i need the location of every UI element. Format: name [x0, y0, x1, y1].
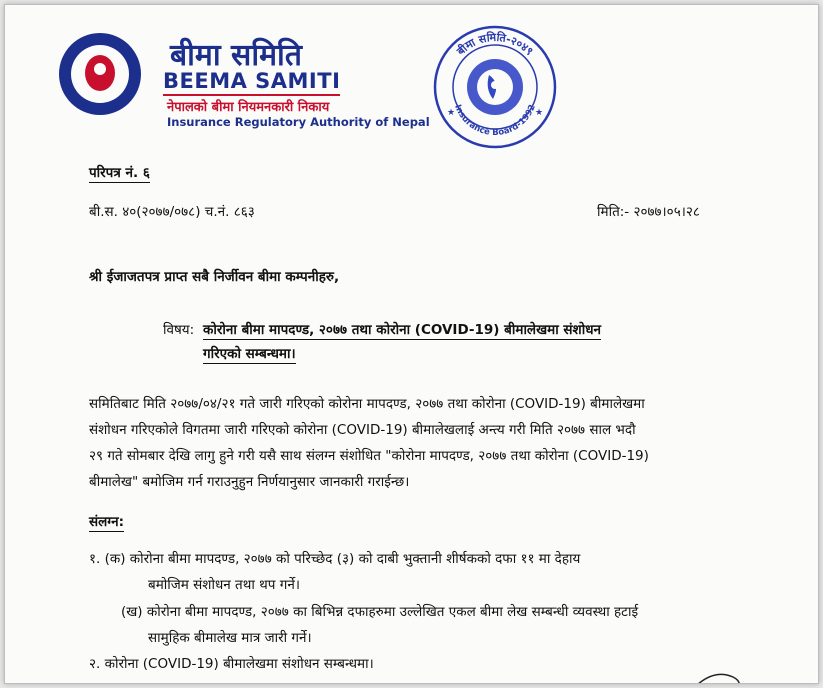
list-item-1b-line2: सामुहिक बीमालेख मात्र जारी गर्ने। [148, 630, 312, 646]
list-item-1b-line1: (ख) कोरोना बीमा मापदण्ड, २०७७ का बिभिन्न दफाहरुमा उल्लेखित एकल बीमा लेख सम्बन्धी व्यवस्था हटाई [121, 604, 639, 620]
org-name-underline [163, 94, 340, 96]
body-line: २९ गते सोमबार देखि लागु हुने गरी यसै साथ संलग्न संशोधित "कोरोना मापदण्ड, २०७७ तथा कोरोना (COVID-19) [89, 448, 649, 464]
beema-samiti-logo [59, 33, 141, 115]
document-page [4, 4, 819, 684]
subject-line-2: गरिएको सम्बन्धमा। [203, 346, 296, 362]
org-name-english [163, 69, 340, 93]
attachment-heading: संलग्न: [89, 514, 124, 530]
svg-text:Insurance Board-1992: Insurance Board-1992 [452, 103, 538, 139]
org-name-english-text: BEEMA SAMITI [163, 69, 341, 93]
logo-center-dot [94, 63, 106, 75]
circular-number: परिपत्र नं. ६ [89, 165, 150, 181]
official-seal-stamp [431, 23, 559, 151]
subject-line-1: कोरोना बीमा मापदण्ड, २०७७ तथा कोरोना (COVID-19) बीमालेखमा संशोधन [203, 322, 601, 338]
tagline-english: Insurance Regulatory Authority of Nepal [167, 115, 430, 129]
svg-text:★: ★ [535, 108, 544, 118]
svg-text:★: ★ [447, 108, 456, 118]
body-line: समितिबाट मिति २०७७/०४/२१ गते जारी गरिएको कोरोना मापदण्ड, २०७७ तथा कोरोना (COVID-19) बीमालेखमा [89, 396, 645, 412]
body-line: संशोधन गरिएकोले विगतमा जारी गरिएको कोरोना (COVID-19) बीमालेखलाई अन्त्य गरी मिति २०७७ साल भदौ [89, 422, 636, 438]
svg-text:बीमा समिति-२०४९: बीमा समिति-२०४९ [454, 30, 536, 58]
subject-label: विषय: [163, 322, 195, 338]
list-item-2: २. कोरोना (COVID-19) बीमालेखमा संशोधन सम्बन्धमा। [89, 656, 374, 672]
list-item-1a-line2: बमोजिम संशोधन तथा थप गर्ने। [148, 577, 300, 593]
body-paragraph [89, 391, 649, 495]
reference-number: बी.स. ४०(२०७७/०७८) च.नं. ८६३ [89, 204, 255, 220]
list-item-1a-line1: १. (क) कोरोना बीमा मापदण्ड, २०७७ को परिच्छेद (३) को दाबी भुक्तानी शीर्षकको दफा ११ मा देहाय [89, 551, 581, 567]
addressee: श्री ईजाजतपत्र प्राप्त सबै निर्जीवन बीमा कम्पनीहरु, [89, 269, 340, 285]
org-name-nepali: बीमा समिति [170, 38, 302, 73]
letter-date: मिति:- २०७७।०५।२८ [597, 204, 700, 220]
tagline-nepali: नेपालको बीमा नियमनकारी निकाय [167, 100, 330, 115]
signature-mark [695, 667, 745, 684]
body-line: बीमालेख" बमोजिम गर्न गराउनुहुन निर्णयानुसार जानकारी गराईन्छ। [89, 474, 410, 490]
